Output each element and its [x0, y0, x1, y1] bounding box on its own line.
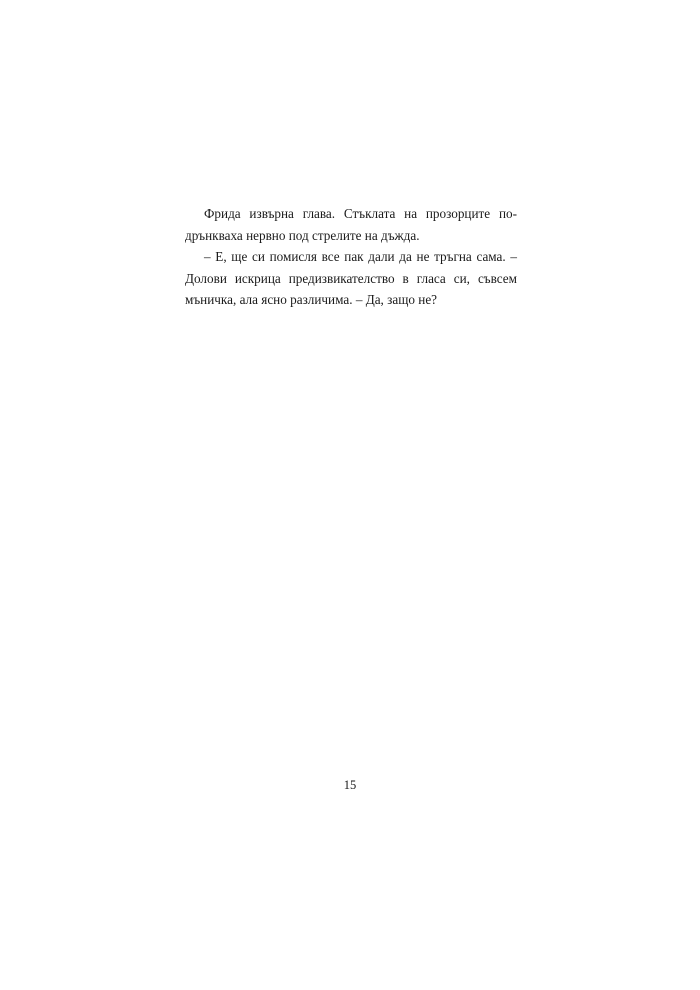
paragraph-2 [185, 246, 517, 311]
paragraph-1 [185, 203, 517, 246]
body-text [185, 203, 517, 311]
text-line: – Е, ще си помисля все пак дали да не тръгна сама. – [204, 249, 517, 264]
text-line: Фрида извърна глава. Стъклата на прозорците по- [204, 206, 517, 221]
text-line: Долови искрица предизвикателство в гласа си, съвсем [185, 270, 517, 286]
page-number: 15 [343, 778, 357, 792]
text-line: дрънкваха нервно под стрелите на дъжда. [185, 227, 420, 243]
text-line: мъничка, ала ясно различима. – Да, защо не? [185, 292, 438, 307]
